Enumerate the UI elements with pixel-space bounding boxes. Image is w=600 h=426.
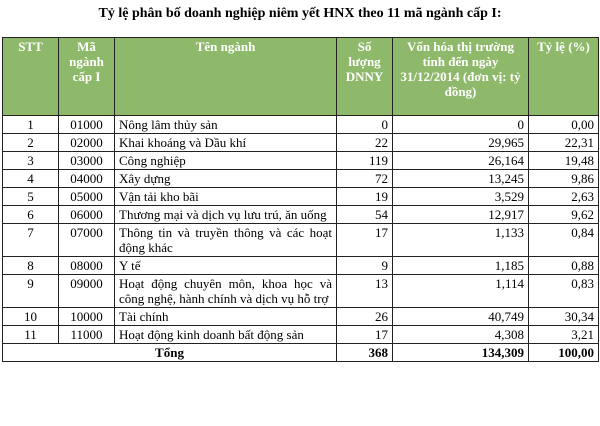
table-row — [3, 152, 599, 170]
cell-ratio: 0,84 — [529, 224, 599, 257]
cell-stt: 3 — [3, 152, 59, 170]
cell-stt: 4 — [3, 170, 59, 188]
cell-industry-name: Xây dựng — [115, 170, 337, 188]
cell-industry-name: Thương mại và dịch vụ lưu trú, ăn uống — [115, 206, 337, 224]
table-row — [3, 116, 599, 134]
cell-ratio: 30,34 — [529, 308, 599, 326]
cell-market-cap: 1,133 — [393, 224, 529, 257]
cell-ratio: 0,00 — [529, 116, 599, 134]
cell-code: 08000 — [59, 257, 115, 275]
header-name: Tên ngành — [115, 38, 337, 116]
industry-distribution-table — [2, 37, 599, 362]
cell-market-cap: 26,164 — [393, 152, 529, 170]
total-market-cap: 134,309 — [393, 344, 529, 362]
table-row — [3, 224, 599, 257]
cell-industry-name: Hoạt động kinh doanh bất động sản — [115, 326, 337, 344]
header-stt: STT — [3, 38, 59, 116]
cell-ratio: 2,63 — [529, 188, 599, 206]
cell-count: 26 — [337, 308, 393, 326]
cell-ratio: 9,62 — [529, 206, 599, 224]
cell-stt: 8 — [3, 257, 59, 275]
cell-market-cap: 13,245 — [393, 170, 529, 188]
page-title: Tỷ lệ phân bố doanh nghiệp niêm yết HNX theo 11 mã ngành cấp I: — [98, 6, 502, 21]
cell-stt: 10 — [3, 308, 59, 326]
cell-market-cap: 40,749 — [393, 308, 529, 326]
cell-code: 11000 — [59, 326, 115, 344]
cell-industry-name: Y tế — [115, 257, 337, 275]
cell-industry-name: Khai khoáng và Dầu khí — [115, 134, 337, 152]
total-row — [3, 344, 599, 362]
cell-stt: 9 — [3, 275, 59, 308]
cell-industry-name: Nông lâm thủy sản — [115, 116, 337, 134]
table-row — [3, 275, 599, 308]
table-row — [3, 134, 599, 152]
cell-code: 09000 — [59, 275, 115, 308]
cell-stt: 6 — [3, 206, 59, 224]
cell-code: 07000 — [59, 224, 115, 257]
cell-stt: 2 — [3, 134, 59, 152]
cell-code: 01000 — [59, 116, 115, 134]
cell-industry-name: Tài chính — [115, 308, 337, 326]
cell-industry-name: Hoạt động chuyên môn, khoa học và công nghệ, hành chính và dịch vụ hỗ trợ — [115, 275, 337, 308]
header-ratio: Tỷ lệ (%) — [529, 38, 599, 116]
cell-ratio: 0,83 — [529, 275, 599, 308]
cell-code: 02000 — [59, 134, 115, 152]
cell-market-cap: 1,114 — [393, 275, 529, 308]
cell-count: 54 — [337, 206, 393, 224]
cell-count: 22 — [337, 134, 393, 152]
cell-code: 03000 — [59, 152, 115, 170]
cell-count: 17 — [337, 326, 393, 344]
table-row — [3, 257, 599, 275]
table-row — [3, 188, 599, 206]
total-label: Tổng — [3, 344, 337, 362]
total-ratio: 100,00 — [529, 344, 599, 362]
cell-market-cap: 12,917 — [393, 206, 529, 224]
cell-ratio: 9,86 — [529, 170, 599, 188]
table-row — [3, 308, 599, 326]
cell-count: 72 — [337, 170, 393, 188]
table-row — [3, 170, 599, 188]
cell-count: 17 — [337, 224, 393, 257]
cell-count: 9 — [337, 257, 393, 275]
cell-stt: 5 — [3, 188, 59, 206]
cell-industry-name: Vận tải kho bãi — [115, 188, 337, 206]
cell-ratio: 19,48 — [529, 152, 599, 170]
cell-code: 05000 — [59, 188, 115, 206]
cell-count: 119 — [337, 152, 393, 170]
cell-stt: 1 — [3, 116, 59, 134]
header-count: Số lượng DNNY — [337, 38, 393, 116]
cell-code: 04000 — [59, 170, 115, 188]
cell-code: 06000 — [59, 206, 115, 224]
cell-industry-name: Thông tin và truyền thông và các hoạt động khác — [115, 224, 337, 257]
cell-market-cap: 29,965 — [393, 134, 529, 152]
cell-count: 13 — [337, 275, 393, 308]
cell-market-cap: 4,308 — [393, 326, 529, 344]
table-row — [3, 326, 599, 344]
cell-stt: 7 — [3, 224, 59, 257]
table-row — [3, 206, 599, 224]
cell-stt: 11 — [3, 326, 59, 344]
cell-market-cap: 3,529 — [393, 188, 529, 206]
cell-ratio: 3,21 — [529, 326, 599, 344]
cell-code: 10000 — [59, 308, 115, 326]
cell-count: 19 — [337, 188, 393, 206]
table-header-row — [3, 38, 599, 116]
cell-count: 0 — [337, 116, 393, 134]
cell-ratio: 0,88 — [529, 257, 599, 275]
cell-market-cap: 0 — [393, 116, 529, 134]
header-code: Mã ngành cấp I — [59, 38, 115, 116]
cell-market-cap: 1,185 — [393, 257, 529, 275]
total-count: 368 — [337, 344, 393, 362]
cell-ratio: 22,31 — [529, 134, 599, 152]
cell-industry-name: Công nghiệp — [115, 152, 337, 170]
header-market-cap: Vốn hóa thị trường tính đến ngày 31/12/2014 (đơn vị: tỷ đồng) — [393, 38, 529, 116]
